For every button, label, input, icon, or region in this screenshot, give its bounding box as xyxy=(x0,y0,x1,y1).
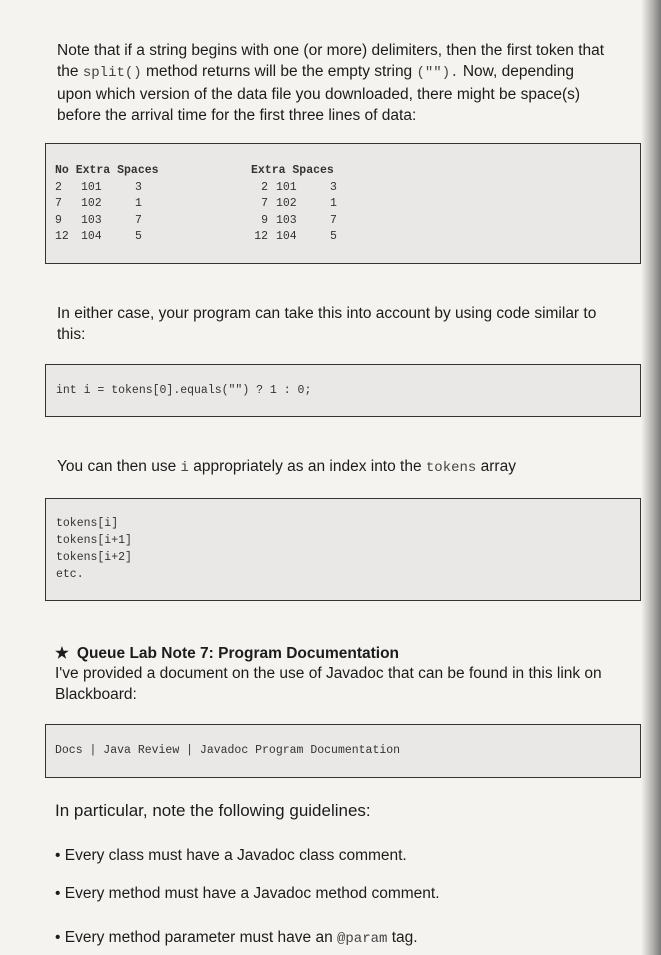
table-row xyxy=(55,196,175,213)
bullet-icon: • xyxy=(55,929,61,946)
intro-text: Now, depending xyxy=(458,63,574,80)
bullet-text: Every method must have a Javadoc method comment. xyxy=(64,885,440,902)
either-line-1: In either case, your program can take this into account by using code similar to xyxy=(57,305,597,322)
no-extra-spaces-table xyxy=(55,163,175,246)
table-header: No Extra Spaces xyxy=(55,164,159,177)
table-cell: 102 xyxy=(276,197,297,210)
table-cell: 104 xyxy=(81,230,102,243)
table-cell: 9 xyxy=(55,213,62,227)
bullet-icon: • xyxy=(55,885,61,902)
bullet-class-comment xyxy=(55,845,635,866)
param-tag-code: @param xyxy=(337,931,388,947)
table-cell: 9 xyxy=(261,213,268,227)
i-code: i xyxy=(180,460,189,476)
docs-path: Docs | Java Review | Javadoc Program Documentation xyxy=(55,744,401,757)
use-i-paragraph xyxy=(57,456,632,479)
table-cell: 102 xyxy=(81,197,102,210)
intro-paragraph xyxy=(57,40,632,126)
extra-spaces-table xyxy=(251,163,370,246)
table-row xyxy=(251,180,370,197)
table-cell: 3 xyxy=(330,180,337,194)
table-row xyxy=(55,213,175,230)
intro-line-1: Note that if a string begins with one (or more) delimiters, then the first token that xyxy=(57,42,605,59)
code-line: tokens[i] xyxy=(56,517,119,530)
table-cell: 7 xyxy=(330,213,337,227)
table-cell: 12 xyxy=(55,230,69,243)
bullet-text: Every method parameter must have an xyxy=(64,929,337,946)
bullet-method-comment xyxy=(55,883,635,904)
intro-line-3: upon which version of the data file you downloaded, there might be space(s) xyxy=(57,86,581,103)
star-icon: ★ xyxy=(55,645,69,662)
table-row xyxy=(55,229,175,246)
note-7-line-1: I've provided a document on the use of Javadoc that can be found in this link on xyxy=(55,665,602,682)
table-cell: 12 xyxy=(254,230,268,243)
code-box-tokens xyxy=(45,498,641,601)
text: array xyxy=(476,458,516,475)
text: appropriately as an index into the xyxy=(188,458,426,475)
bullet-icon: • xyxy=(55,847,61,864)
note-7-line-2: Blackboard: xyxy=(55,686,137,703)
note-7-paragraph xyxy=(55,663,630,705)
text: You can then use xyxy=(57,458,181,475)
table-cell: 7 xyxy=(55,197,62,210)
table-cell: 101 xyxy=(81,180,102,194)
table-cell: 1 xyxy=(330,197,337,210)
tokens-code: tokens xyxy=(425,460,477,476)
table-cell: 103 xyxy=(276,213,297,227)
table-row xyxy=(251,229,370,246)
table-row xyxy=(55,180,175,197)
table-cell: 2 xyxy=(261,180,268,194)
table-cell: 5 xyxy=(135,230,142,243)
table-cell: 101 xyxy=(276,180,297,194)
note-7-title: Queue Lab Note 7: Program Documentation xyxy=(76,645,400,662)
code-line: etc. xyxy=(56,568,84,581)
bullet-text: tag. xyxy=(387,929,418,946)
intro-text: method returns will be the empty string xyxy=(141,63,417,80)
intro-text: the xyxy=(57,63,83,80)
table-cell: 7 xyxy=(261,197,268,210)
bullet-param-tag xyxy=(55,927,635,950)
intro-line-4: before the arrival time for the first three lines of data: xyxy=(57,107,417,124)
table-cell: 103 xyxy=(81,213,102,227)
code-box-docs-path xyxy=(45,724,641,778)
page-edge-shadow xyxy=(641,0,661,955)
table-row xyxy=(251,213,370,230)
table-cell: 104 xyxy=(276,230,297,243)
table-cell: 3 xyxy=(135,180,142,194)
table-cell: 7 xyxy=(135,213,142,227)
table-cell: 5 xyxy=(330,230,337,243)
table-cell: 1 xyxy=(135,197,142,210)
code-line: tokens[i+1] xyxy=(56,534,132,547)
empty-string-code: (""). xyxy=(416,65,459,81)
code-box-index xyxy=(45,364,641,417)
code-line: tokens[i+2] xyxy=(56,551,132,564)
intro-line-2 xyxy=(57,61,632,84)
table-row xyxy=(251,196,370,213)
note-7-heading xyxy=(55,643,399,664)
guidelines-intro: In particular, note the following guidelines: xyxy=(55,801,371,820)
either-line-2: this: xyxy=(57,326,86,343)
split-code: split() xyxy=(82,65,142,81)
data-example-box xyxy=(45,143,641,264)
either-case-paragraph xyxy=(57,303,632,345)
code-line: int i = tokens[0].equals("") ? 1 : 0; xyxy=(56,384,312,397)
table-header: Extra Spaces xyxy=(251,164,334,177)
table-cell: 2 xyxy=(55,180,62,194)
bullet-text: Every class must have a Javadoc class comment. xyxy=(64,847,407,864)
